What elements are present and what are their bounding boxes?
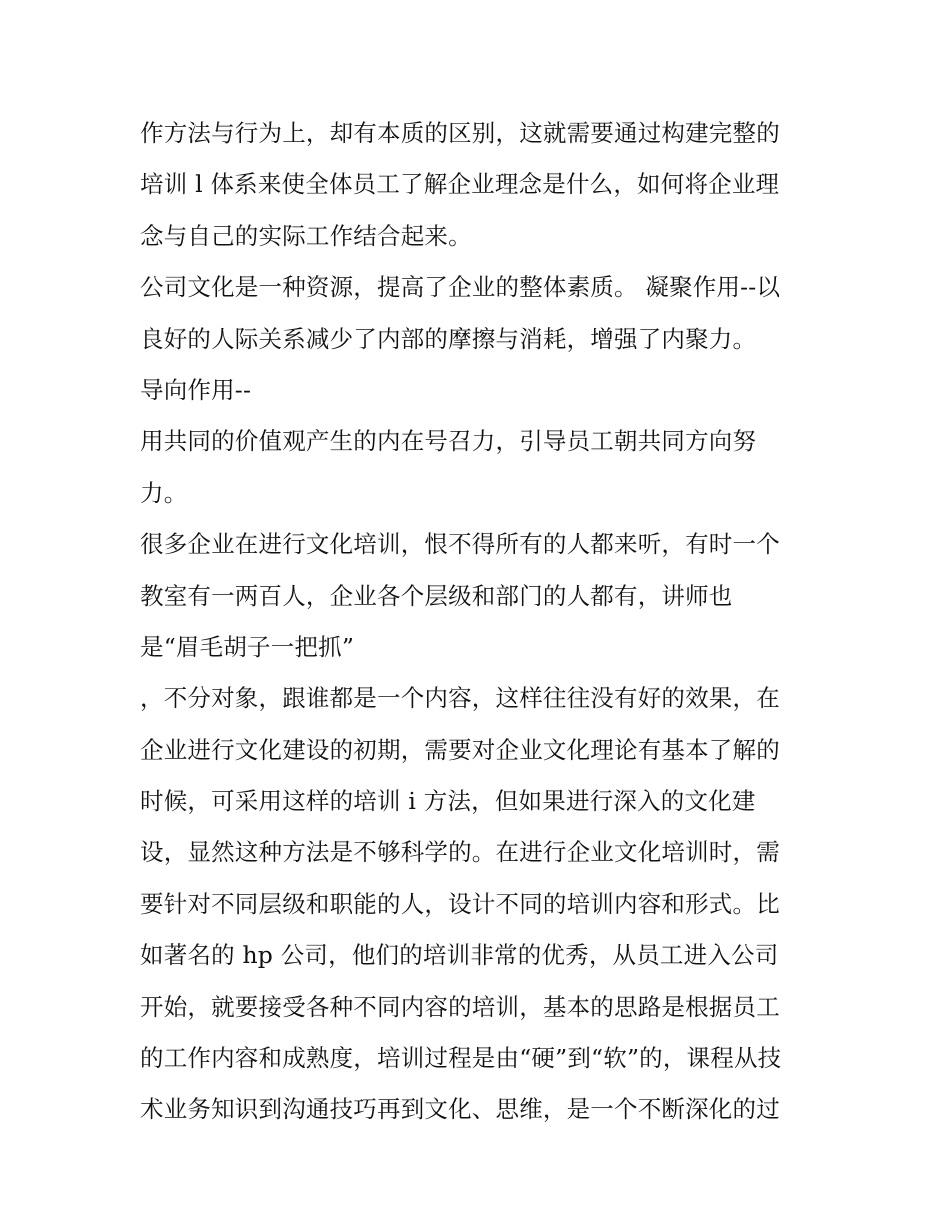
text-line: 开始，就要接受各种不同内容的培训，基本的思路是根据员工 [140, 992, 780, 1021]
text-line: 是“眉毛胡子一把抓” [140, 632, 355, 661]
text-line: 的工作内容和成熟度，培训过程是由“硬”到“软”的，课程从技 [140, 1044, 782, 1073]
text-line: 培训 l 体系来使全体员工了解企业理念是什么，如何将企业理 [140, 170, 780, 199]
text-line: 要针对不同层级和职能的人，设计不同的培训内容和形式。比 [140, 889, 780, 918]
text-line: 作方法与行为上，却有本质的区别，这就需要通过构建完整的 [140, 119, 780, 147]
body-text [140, 108, 820, 1136]
text-line: 导向作用-- [140, 375, 252, 404]
text-line: 教室有一两百人，企业各个层级和部门的人都有，讲师也 [140, 581, 733, 610]
text-line: 如著名的 hp 公司，他们的培训非常的优秀，从员工进入公司 [140, 941, 779, 970]
text-line: 术业务知识到沟通技巧再到文化、思维，是一个不断深化的过 [140, 1095, 780, 1124]
text-line: ，不分对象，跟谁都是一个内容，这样往往没有好的效果，在 [140, 684, 780, 713]
text-line: 企业进行文化建设的初期，需要对企业文化理论有基本了解的 [140, 735, 780, 764]
text-line: 良好的人际关系减少了内部的摩擦与消耗，增强了内聚力。 [140, 324, 757, 353]
text-line: 公司文化是一种资源，提高了企业的整体素质。 凝聚作用--以 [140, 273, 781, 302]
text-line: 力。 [140, 478, 188, 507]
text-line: 时候，可采用这样的培训 i 方法，但如果进行深入的文化建 [140, 787, 756, 816]
text-line: 设，显然这种方法是不够科学的。在进行企业文化培训时，需 [140, 838, 780, 867]
text-line: 很多企业在进行文化培训，恨不得所有的人都来听，有时一个 [140, 530, 780, 559]
text-line: 念与自己的实际工作结合起来。 [140, 221, 472, 250]
text-line: 用共同的价值观产生的内在号召力，引导员工朝共同方向努 [140, 427, 757, 456]
